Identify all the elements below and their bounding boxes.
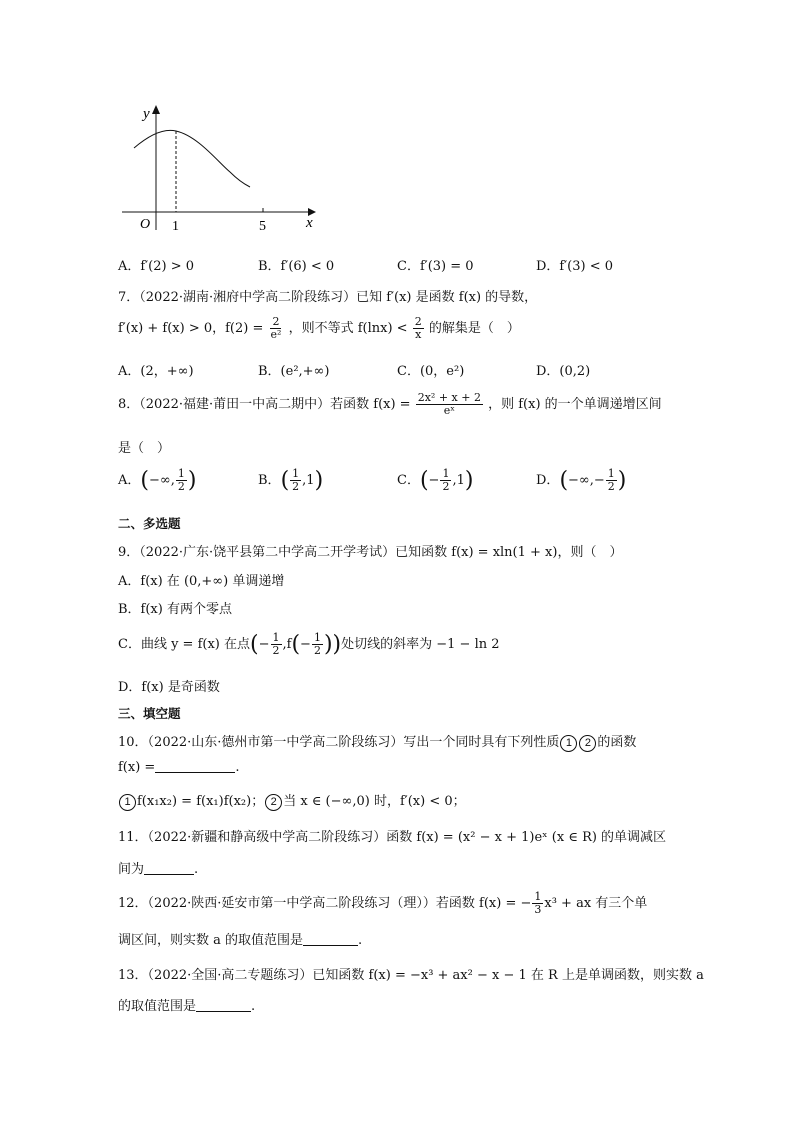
q9-option-b[interactable]: B．f(x) 有两个零点: [118, 602, 232, 617]
q10-stem-line1: 10．（2022·山东·德州市第一中学高二阶段练习）写出一个同时具有下列性质 1 2 的函数: [118, 735, 637, 750]
q11-answer-blank[interactable]: [144, 862, 194, 875]
q13-stem-line2: 的取值范围是 .: [118, 999, 256, 1014]
q11-stem-line1: 11．（2022·新疆和静高级中学高二阶段练习）函数 f(x) = (x² − x + 1)eˣ (x ∈ R) 的单调减区: [118, 830, 667, 845]
q11-stem-line2: 间为 .: [118, 862, 199, 877]
q8-option-b[interactable]: B．( $\frac{1}{2}$ ,1): [258, 467, 324, 494]
y-axis-arrow: [152, 105, 160, 114]
x-label: x: [306, 215, 313, 231]
tick-label-1: 1: [172, 219, 179, 234]
q6-option-d[interactable]: D．f′(3) < 0: [536, 259, 614, 274]
q8-option-d[interactable]: D．(−∞,− $\frac{1}{2}$ ): [536, 467, 627, 494]
circled-2-icon: 2: [579, 735, 596, 752]
q7-fraction-2-over-e2: $\frac{2}{\text{e²}}$: [270, 315, 282, 342]
q8-option-c[interactable]: C．(− $\frac{1}{2}$ ,1): [397, 467, 474, 494]
q8-option-a[interactable]: A．(−∞, $\frac{1}{2}$ ): [118, 467, 197, 494]
q6-option-c[interactable]: C．f′(3) = 0: [397, 259, 474, 274]
section-fill-in: 三、填空题: [118, 707, 181, 721]
q12-stem-line2: 调区间，则实数 a 的取值范围是 .: [118, 933, 363, 948]
circled-1-icon: 1: [119, 794, 136, 811]
q9-stem: 9．（2022·广东·饶平县第二中学高二开学考试）已知函数 f(x) = xln(1 + x)，则（ ）: [118, 545, 623, 560]
q13-answer-blank[interactable]: [196, 999, 251, 1012]
q8-stem-line2: 是（ ）: [118, 441, 171, 456]
q9-option-a[interactable]: A．f(x) 在 (0,+∞) 单调递增: [118, 574, 285, 589]
q9-option-c[interactable]: C．曲线 y = f(x) 在点(− $\frac{1}{2}$ ,f(− $\frac{1}{2}$ ))处切线的斜率为 −1 − ln 2: [118, 631, 500, 658]
q7-option-c[interactable]: C．(0，e²): [397, 364, 465, 379]
q9-option-d[interactable]: D．f(x) 是奇函数: [118, 680, 220, 695]
q8-stem-line1: 8．（2022·福建·莆田一中高二期中）若函数 f(x) = $\frac{\text{2x² + x + 2}}{\text{eˣ}}$ ，则 f(x) 的一个单调递增区间: [118, 391, 662, 418]
q6-option-b[interactable]: B．f′(6) < 0: [258, 259, 335, 274]
function-graph: [118, 100, 328, 235]
origin-label: O: [140, 217, 151, 232]
q12-stem-line1: 12．（2022·陕西·延安市第一中学高二阶段练习（理））若函数 f(x) = − $\frac{1}{3}$ x³ + ax 有三个单: [118, 890, 648, 917]
circled-2-icon: 2: [265, 794, 282, 811]
curve: [134, 130, 250, 187]
q10-stem-line2: f(x) = .: [118, 760, 240, 775]
q6-option-a[interactable]: A．f′(2) > 0: [118, 259, 194, 274]
q13-stem-line1: 13．（2022·全国·高二专题练习）已知函数 f(x) = −x³ + ax² − x − 1 在 R 上是单调函数，则实数 a: [118, 968, 704, 983]
q7-fraction-2-over-x: $\frac{2}{x}$: [414, 315, 422, 342]
q8-fraction: $\frac{\text{2x² + x + 2}}{\text{eˣ}}$: [417, 391, 481, 418]
q7-option-a[interactable]: A．(2，+∞): [118, 364, 194, 379]
q7-stem-line2: f′(x) + f(x) > 0，f(2) = $\frac{2}{\text{e²}}$ ，则不等式 f(lnx) < $\frac{2}{x}$ 的解集是（ ）: [118, 315, 520, 342]
tick-label-5: 5: [259, 219, 266, 234]
q7-stem-line1: 7．（2022·湖南·湘府中学高二阶段练习）已知 f′(x) 是函数 f(x) 的导数，: [118, 290, 538, 305]
q12-fraction: $\frac{1}{3}$: [534, 890, 542, 917]
q10-stem-line3: 1 f(x₁x₂) = f(x₁)f(x₂)； 2 当 x ∈ (−∞,0) 时，f′(x) < 0；: [118, 790, 466, 811]
q7-option-d[interactable]: D．(0,2): [536, 364, 591, 379]
q7-option-b[interactable]: B．(e²,+∞): [258, 364, 330, 379]
y-label: y: [143, 106, 150, 122]
section-multiple-choice: 二、多选题: [118, 517, 181, 531]
circled-1-icon: 1: [560, 735, 577, 752]
q12-answer-blank[interactable]: [303, 933, 358, 946]
q10-answer-blank[interactable]: [155, 760, 235, 773]
